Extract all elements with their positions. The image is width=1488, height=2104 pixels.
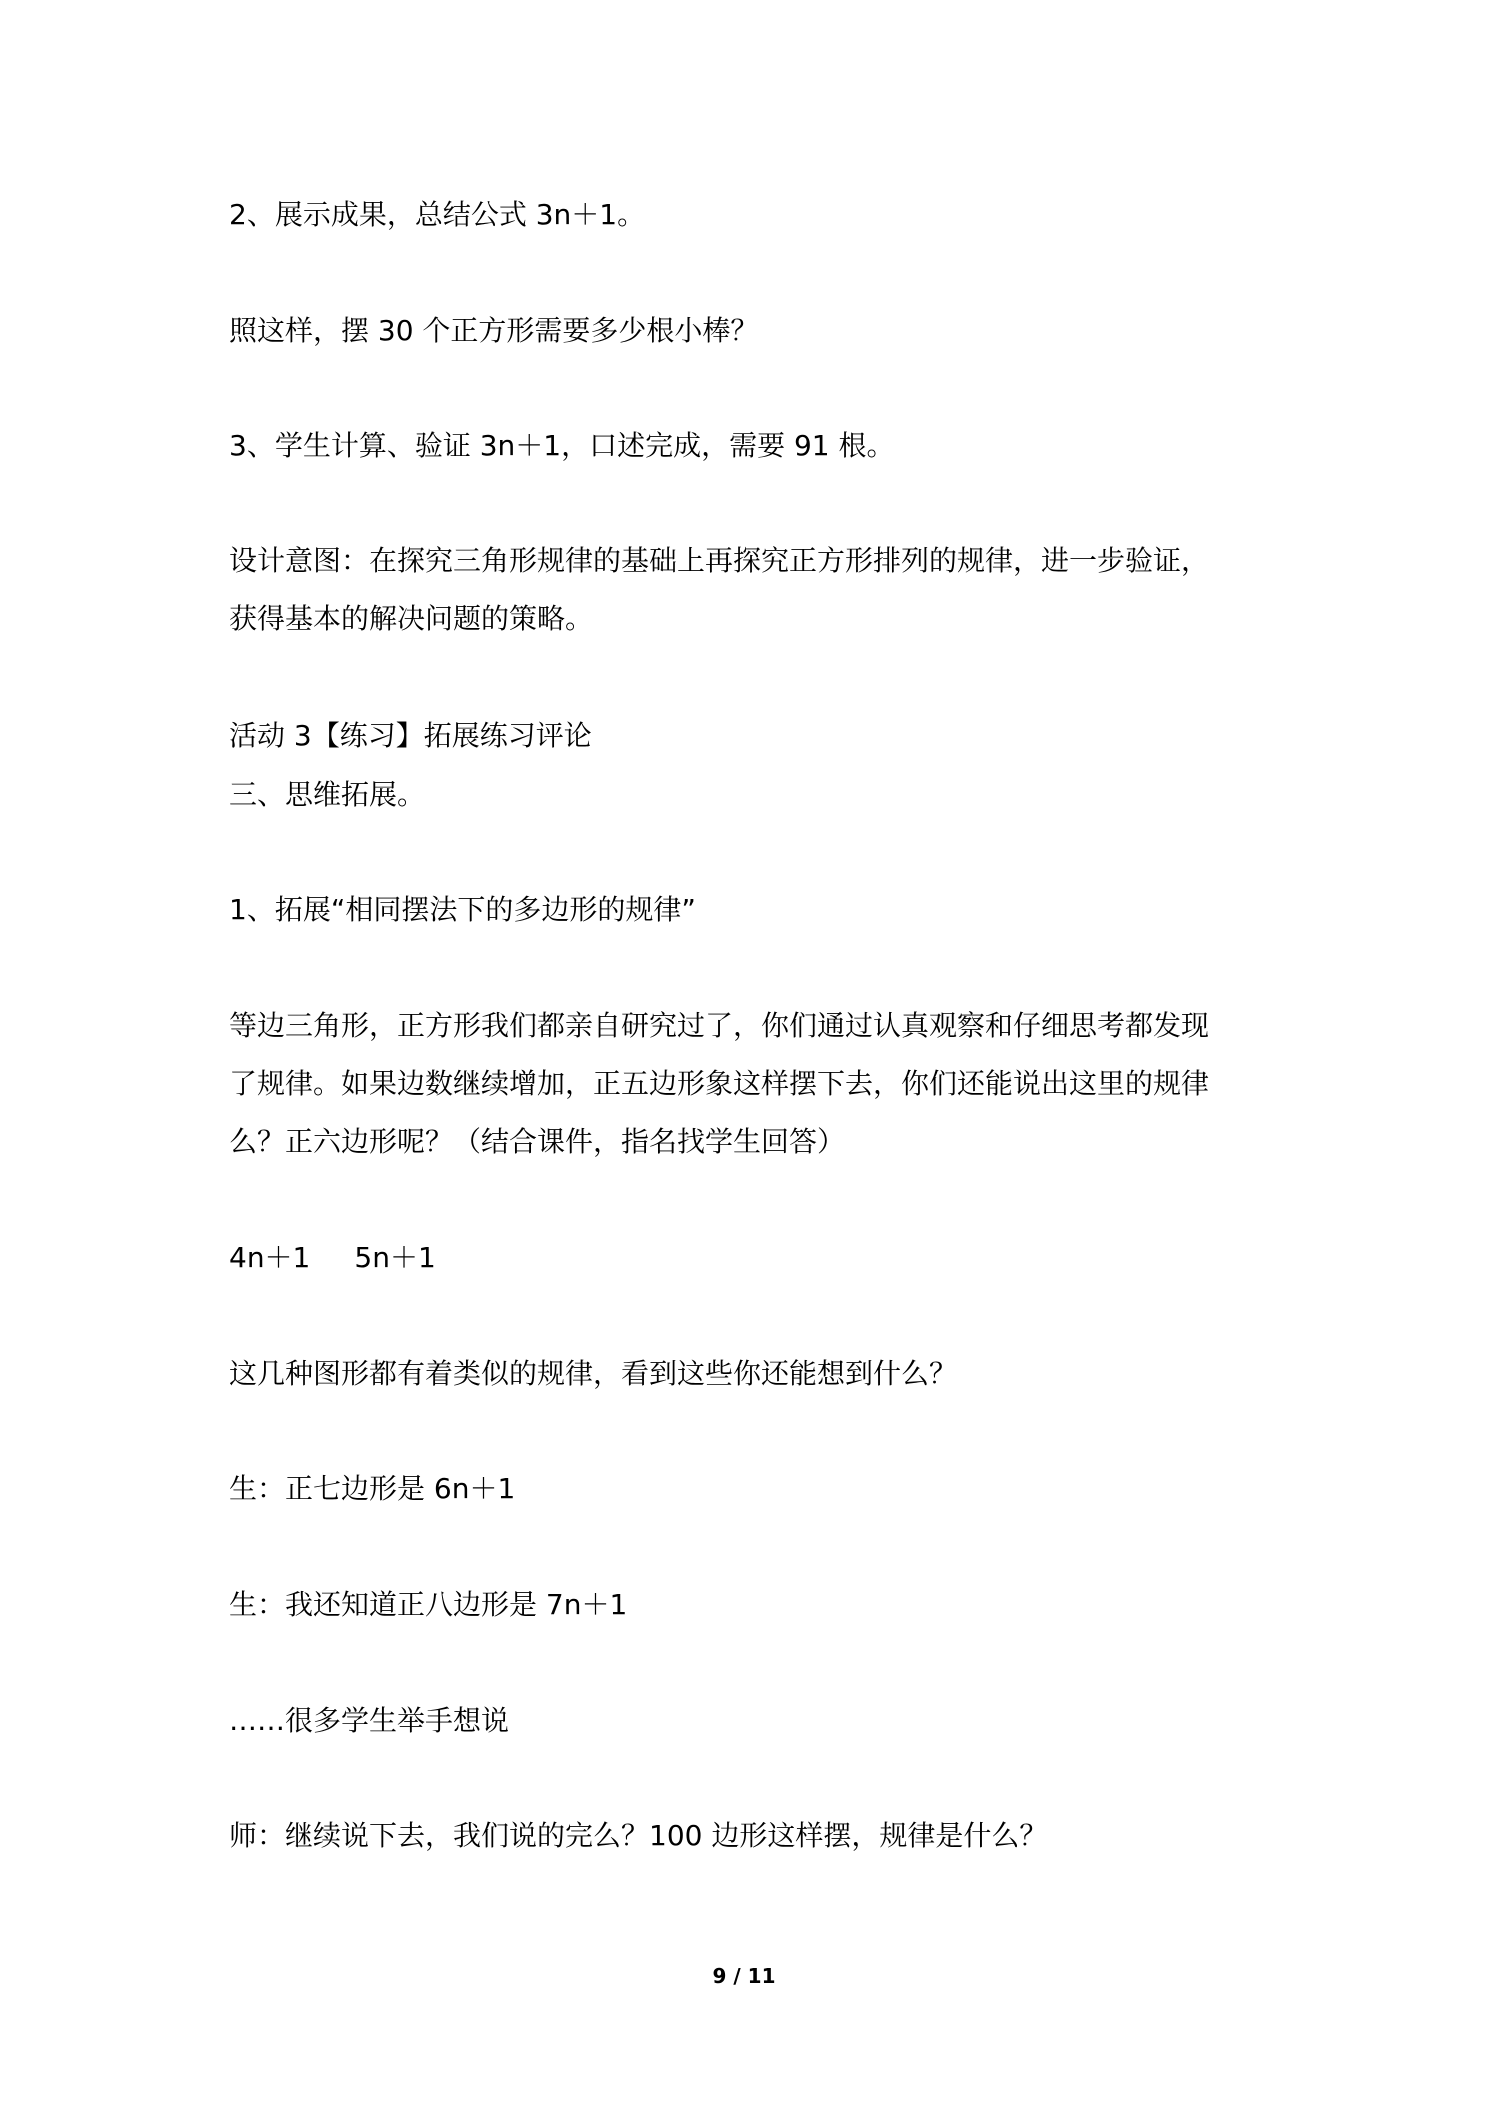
activity-heading: 活动 3【练习】拓展练习评论 (229, 719, 592, 752)
paragraph-similar-pattern: 这几种图形都有着类似的规律，看到这些你还能想到什么？ (229, 1357, 958, 1390)
paragraph-students-raise-hands: ……很多学生举手想说 (229, 1704, 510, 1737)
formula-hexagon: 5n＋1 (354, 1241, 436, 1274)
paragraph-design-intent-line-2: 获得基本的解决问题的策略。 (229, 602, 594, 635)
paragraph-question-30-squares: 照这样，摆 30 个正方形需要多少根小棒？ (229, 314, 759, 347)
paragraph-extension-title: 1、拓展“相同摆法下的多边形的规律” (229, 893, 696, 926)
paragraph-student-heptagon: 生：正七边形是 6n＋1 (229, 1472, 516, 1505)
paragraph-student-octagon: 生：我还知道正八边形是 7n＋1 (229, 1588, 628, 1621)
formula-pentagon: 4n＋1 (229, 1241, 311, 1274)
paragraph-summary-formula: 2、展示成果，总结公式 3n＋1。 (229, 198, 646, 231)
paragraph-design-intent-line-1: 设计意图：在探究三角形规律的基础上再探究正方形排列的规律，进一步验证， (229, 544, 1210, 577)
paragraph-polygon-line-1: 等边三角形，正方形我们都亲自研究过了，你们通过认真观察和仔细思考都发现 (229, 1009, 1210, 1042)
paragraph-student-verify: 3、学生计算、验证 3n＋1，口述完成，需要 91 根。 (229, 429, 895, 462)
paragraph-polygon-line-3: 么？正六边形呢？（结合课件，指名找学生回答） (229, 1125, 846, 1158)
paragraph-teacher-question: 师：继续说下去，我们说的完么？100 边形这样摆，规律是什么？ (229, 1819, 1048, 1852)
formula-row (229, 1240, 436, 1276)
page-number: 9 / 11 (712, 1964, 776, 1988)
paragraph-polygon-line-2: 了规律。如果边数继续增加，正五边形象这样摆下去，你们还能说出这里的规律 (229, 1067, 1210, 1100)
section-heading: 三、思维拓展。 (229, 778, 426, 811)
